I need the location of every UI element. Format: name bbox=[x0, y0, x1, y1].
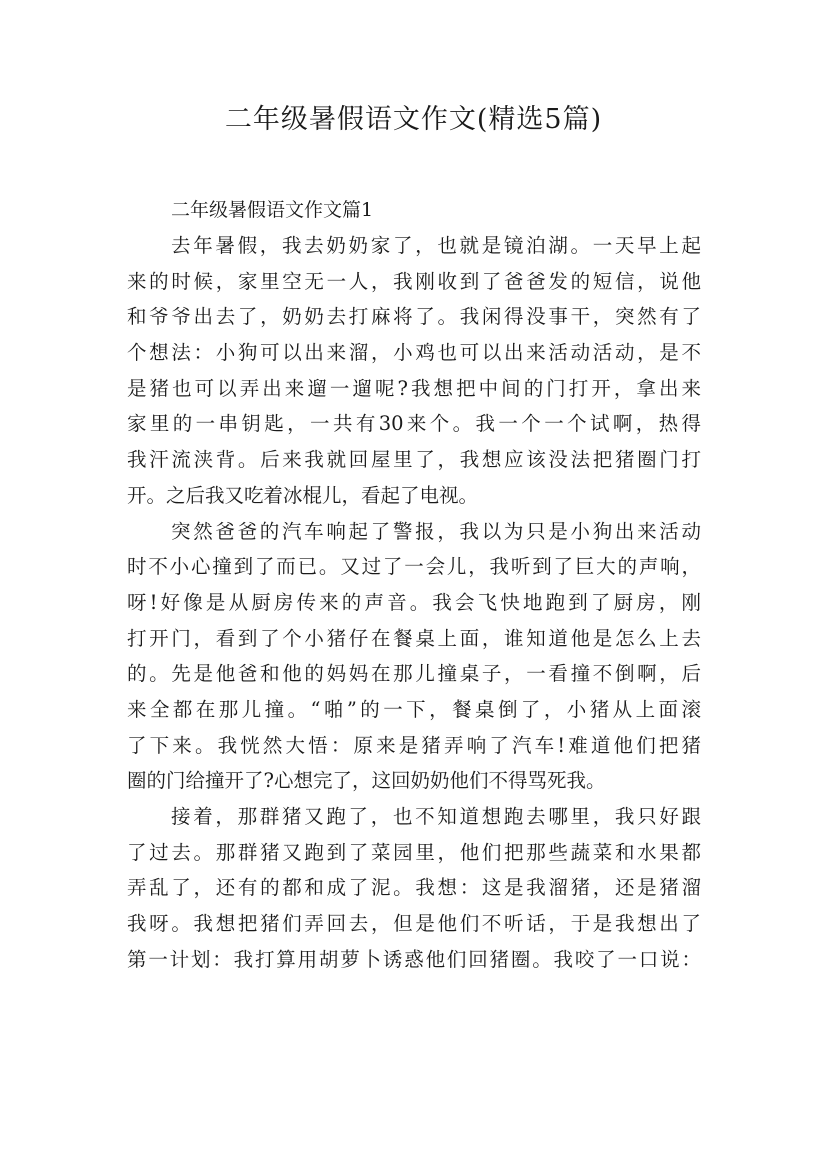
text-line: 圈的门给撞开了?心想完了，这回奶奶他们不得骂死我。 bbox=[127, 769, 606, 793]
text-line: 我汗流浃背。后来我就回屋里了，我想应该没法把猪圈门打 bbox=[127, 448, 701, 472]
text-line: 开。之后我又吃着冰棍儿，看起了电视。 bbox=[127, 483, 479, 507]
text-line: 第一计划：我打算用胡萝卜诱惑他们回猪圈。我咬了一口说： bbox=[127, 947, 701, 971]
text-line: 弄乱了，还有的都和成了泥。我想：这是我溜猪，还是猪溜 bbox=[127, 876, 701, 900]
document-body bbox=[127, 192, 701, 977]
text-line: 接着，那群猪又跑了，也不知道想跑去哪里，我只好跟 bbox=[171, 805, 701, 828]
paragraph-1 bbox=[127, 228, 701, 514]
text-line: 了下来。我恍然大悟：原来是猪弄响了汽车!难道他们把猪 bbox=[127, 733, 701, 757]
text-line: 家里的一串钥匙，一共有30来个。我一个一个试啊，热得 bbox=[127, 412, 701, 436]
document-title: 二年级暑假语文作文(精选5篇) bbox=[224, 104, 603, 135]
text-line: 打开门，看到了个小猪仔在餐桌上面，谁知道他是怎么上去 bbox=[127, 626, 701, 650]
text-line: 突然爸爸的汽车响起了警报，我以为只是小狗出来活动 bbox=[171, 519, 701, 543]
section-heading: 二年级暑假语文作文篇1 bbox=[171, 199, 374, 221]
text-line: 个想法：小狗可以出来溜，小鸡也可以出来活动活动，是不 bbox=[127, 341, 701, 365]
text-line: 是猪也可以弄出来遛一遛呢?我想把中间的门打开，拿出来 bbox=[127, 376, 701, 400]
text-line: 呀!好像是从厨房传来的声音。我会飞快地跑到了厨房，刚 bbox=[127, 590, 701, 614]
text-line: 的。先是他爸和他的妈妈在那儿撞桌子，一看撞不倒啊，后 bbox=[127, 662, 701, 686]
paragraph-3 bbox=[127, 799, 701, 977]
text-line: 来全都在那儿撞。“啪”的一下，餐桌倒了，小猪从上面滚 bbox=[127, 697, 701, 721]
text-line: 和爷爷出去了，奶奶去打麻将了。我闲得没事干，突然有了 bbox=[127, 305, 701, 329]
text-line: 来的时候，家里空无一人，我刚收到了爸爸发的短信，说他 bbox=[127, 269, 701, 293]
paragraph-2 bbox=[127, 514, 701, 800]
text-line: 时不小心撞到了而已。又过了一会儿，我听到了巨大的声响， bbox=[127, 555, 701, 579]
text-line: 我呀。我想把猪们弄回去，但是他们不听话，于是我想出了 bbox=[127, 912, 701, 936]
text-line: 了过去。那群猪又跑到了菜园里，他们把那些蔬菜和水果都 bbox=[127, 840, 701, 864]
text-line: 去年暑假，我去奶奶家了，也就是镜泊湖。一天早上起 bbox=[171, 234, 701, 257]
